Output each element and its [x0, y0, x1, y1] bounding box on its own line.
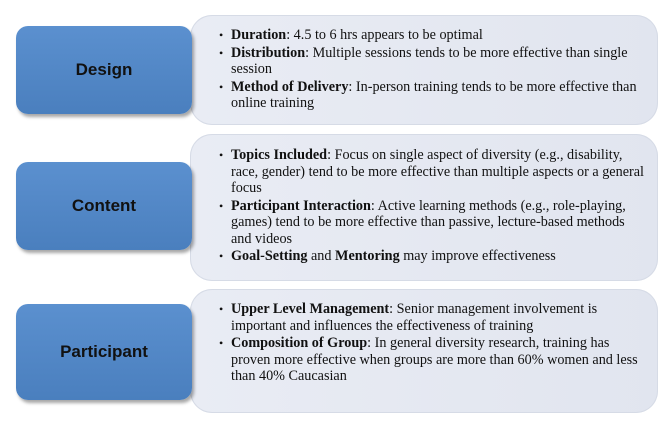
content-label-box [16, 162, 192, 250]
bullet-heading: Duration [231, 27, 287, 43]
bullet-text: : Focus on single aspect of diversity (e.g., disability, race, gender) tend to be more effective than multiple aspects or a general focus [231, 147, 644, 196]
participant-bullets [219, 301, 644, 386]
bullet-icon: • [219, 336, 224, 350]
content-bullets [219, 147, 644, 266]
design-bullet-delivery [219, 79, 644, 112]
bullet-heading: Distribution [231, 44, 306, 61]
bullet-icon: • [219, 302, 224, 316]
design-label-box [16, 26, 192, 114]
design-label: Design [75, 60, 133, 79]
bullet-heading: Mentoring [335, 248, 400, 264]
bullet-icon: • [219, 79, 224, 94]
bullet-heading: Topics Included [231, 147, 328, 163]
content-bullet-topics [219, 147, 644, 197]
bullet-text: : Multiple sessions tends to be more effective than single session [231, 44, 628, 77]
participant-bullet-management [219, 301, 644, 334]
participant-label-box [16, 304, 192, 400]
content-bullet-goal-setting [219, 248, 644, 265]
bullet-icon: • [219, 249, 224, 263]
bullet-heading: Method of Delivery [231, 78, 349, 95]
bullet-heading: Participant Interaction [231, 197, 371, 214]
bullet-heading: Composition of Group [231, 335, 368, 351]
bullet-text: : In general diversity research, training has proven more effective when groups are more than 60% women and less than 40% Caucasian [231, 335, 638, 384]
bullet-icon: • [219, 148, 224, 162]
bullet-icon: • [219, 198, 224, 213]
bullet-icon: • [219, 45, 224, 60]
participant-bullet-composition [219, 335, 644, 385]
bullet-heading: Upper Level Management [231, 301, 390, 317]
design-bullets [219, 27, 644, 113]
bullet-text: may improve effectiveness [399, 248, 556, 264]
design-bullet-distribution [219, 45, 644, 78]
participant-label: Participant [60, 342, 148, 361]
bullet-text: : In-person training tends to be more effective than online training [231, 78, 637, 111]
bullet-text: : Active learning methods (e.g., role-playing, games) tend to be more effective than passive, lecture-based methods and videos [231, 197, 626, 247]
bullet-text: : Senior management involvement is important and influences the effectiveness of training [231, 301, 598, 334]
design-bullet-duration [219, 27, 644, 44]
bullet-text: : 4.5 to 6 hrs appears to be optimal [286, 27, 483, 43]
content-bullet-interaction [219, 198, 644, 248]
bullet-heading: Goal-Setting [231, 248, 308, 264]
bullet-text: and [307, 248, 336, 264]
content-label: Content [71, 196, 137, 215]
bullet-icon: • [219, 28, 224, 42]
